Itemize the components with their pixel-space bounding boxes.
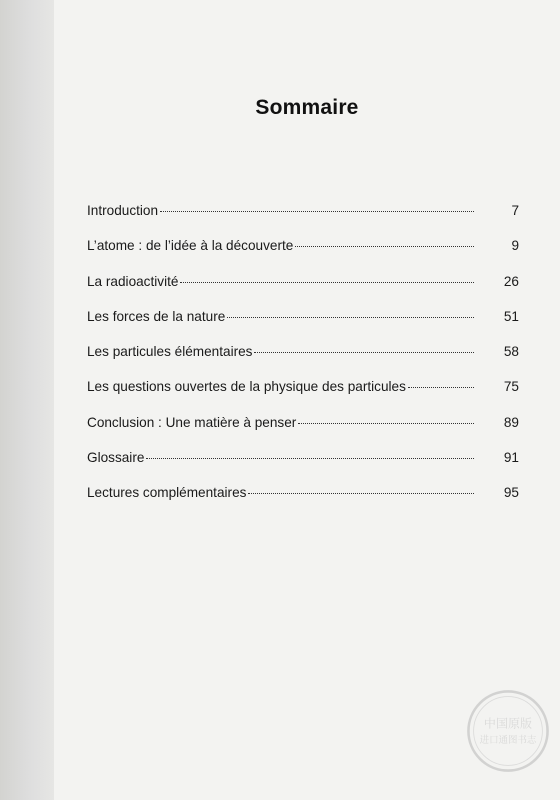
toc-leader-dots [298,423,474,424]
toc-entry-label: La radioactivité [87,273,179,289]
toc-leader-dots [248,493,474,494]
toc-entry-label: Les forces de la nature [87,308,226,324]
toc-entry-label: Conclusion : Une matière à penser [87,414,297,430]
toc-entry-label: Introduction [87,203,159,218]
watermark-bottom-text: 进口通图书志 [479,735,537,747]
toc-leader-dots [160,211,474,212]
toc-entry-radioactivite [87,274,519,309]
toc-entry-page: 91 [503,450,519,466]
toc-leader-dots [180,282,474,283]
table-of-contents [87,203,519,521]
toc-leader-dots [254,352,474,353]
toc-entry-page: 75 [503,379,519,395]
toc-entry-atome [87,238,519,273]
page-title: Sommaire [255,96,359,119]
toc-entry-page: 26 [503,273,519,289]
toc-leader-dots [146,458,474,459]
toc-entry-lectures [87,485,519,520]
toc-entry-label: L’atome : de l’idée à la découverte [87,238,294,254]
toc-entry-page: 7 [511,203,519,218]
toc-entry-glossaire [87,450,519,485]
toc-entry-questions [87,379,519,414]
toc-entry-label: Les particules élémentaires [87,344,253,360]
toc-entry-introduction [87,203,519,238]
toc-entry-page: 89 [503,414,519,430]
book-gutter-shadow [0,0,54,800]
toc-leader-dots [295,246,474,247]
watermark-seal [465,688,551,774]
toc-entry-label: Lectures complémentaires [87,485,247,501]
toc-entry-page: 95 [503,485,519,501]
toc-leader-dots [227,317,474,318]
toc-leader-dots [408,387,474,388]
toc-entry-label: Les questions ouvertes de la physique des particules [87,379,406,395]
toc-entry-page: 51 [503,308,519,324]
toc-entry-conclusion [87,415,519,450]
watermark-top-text: 中国原版 [483,716,533,731]
toc-entry-page: 9 [511,238,519,254]
toc-entry-forces [87,309,519,344]
book-page [54,0,560,800]
toc-entry-particules [87,344,519,379]
toc-entry-label: Glossaire [87,450,145,466]
toc-entry-page: 58 [503,344,519,360]
